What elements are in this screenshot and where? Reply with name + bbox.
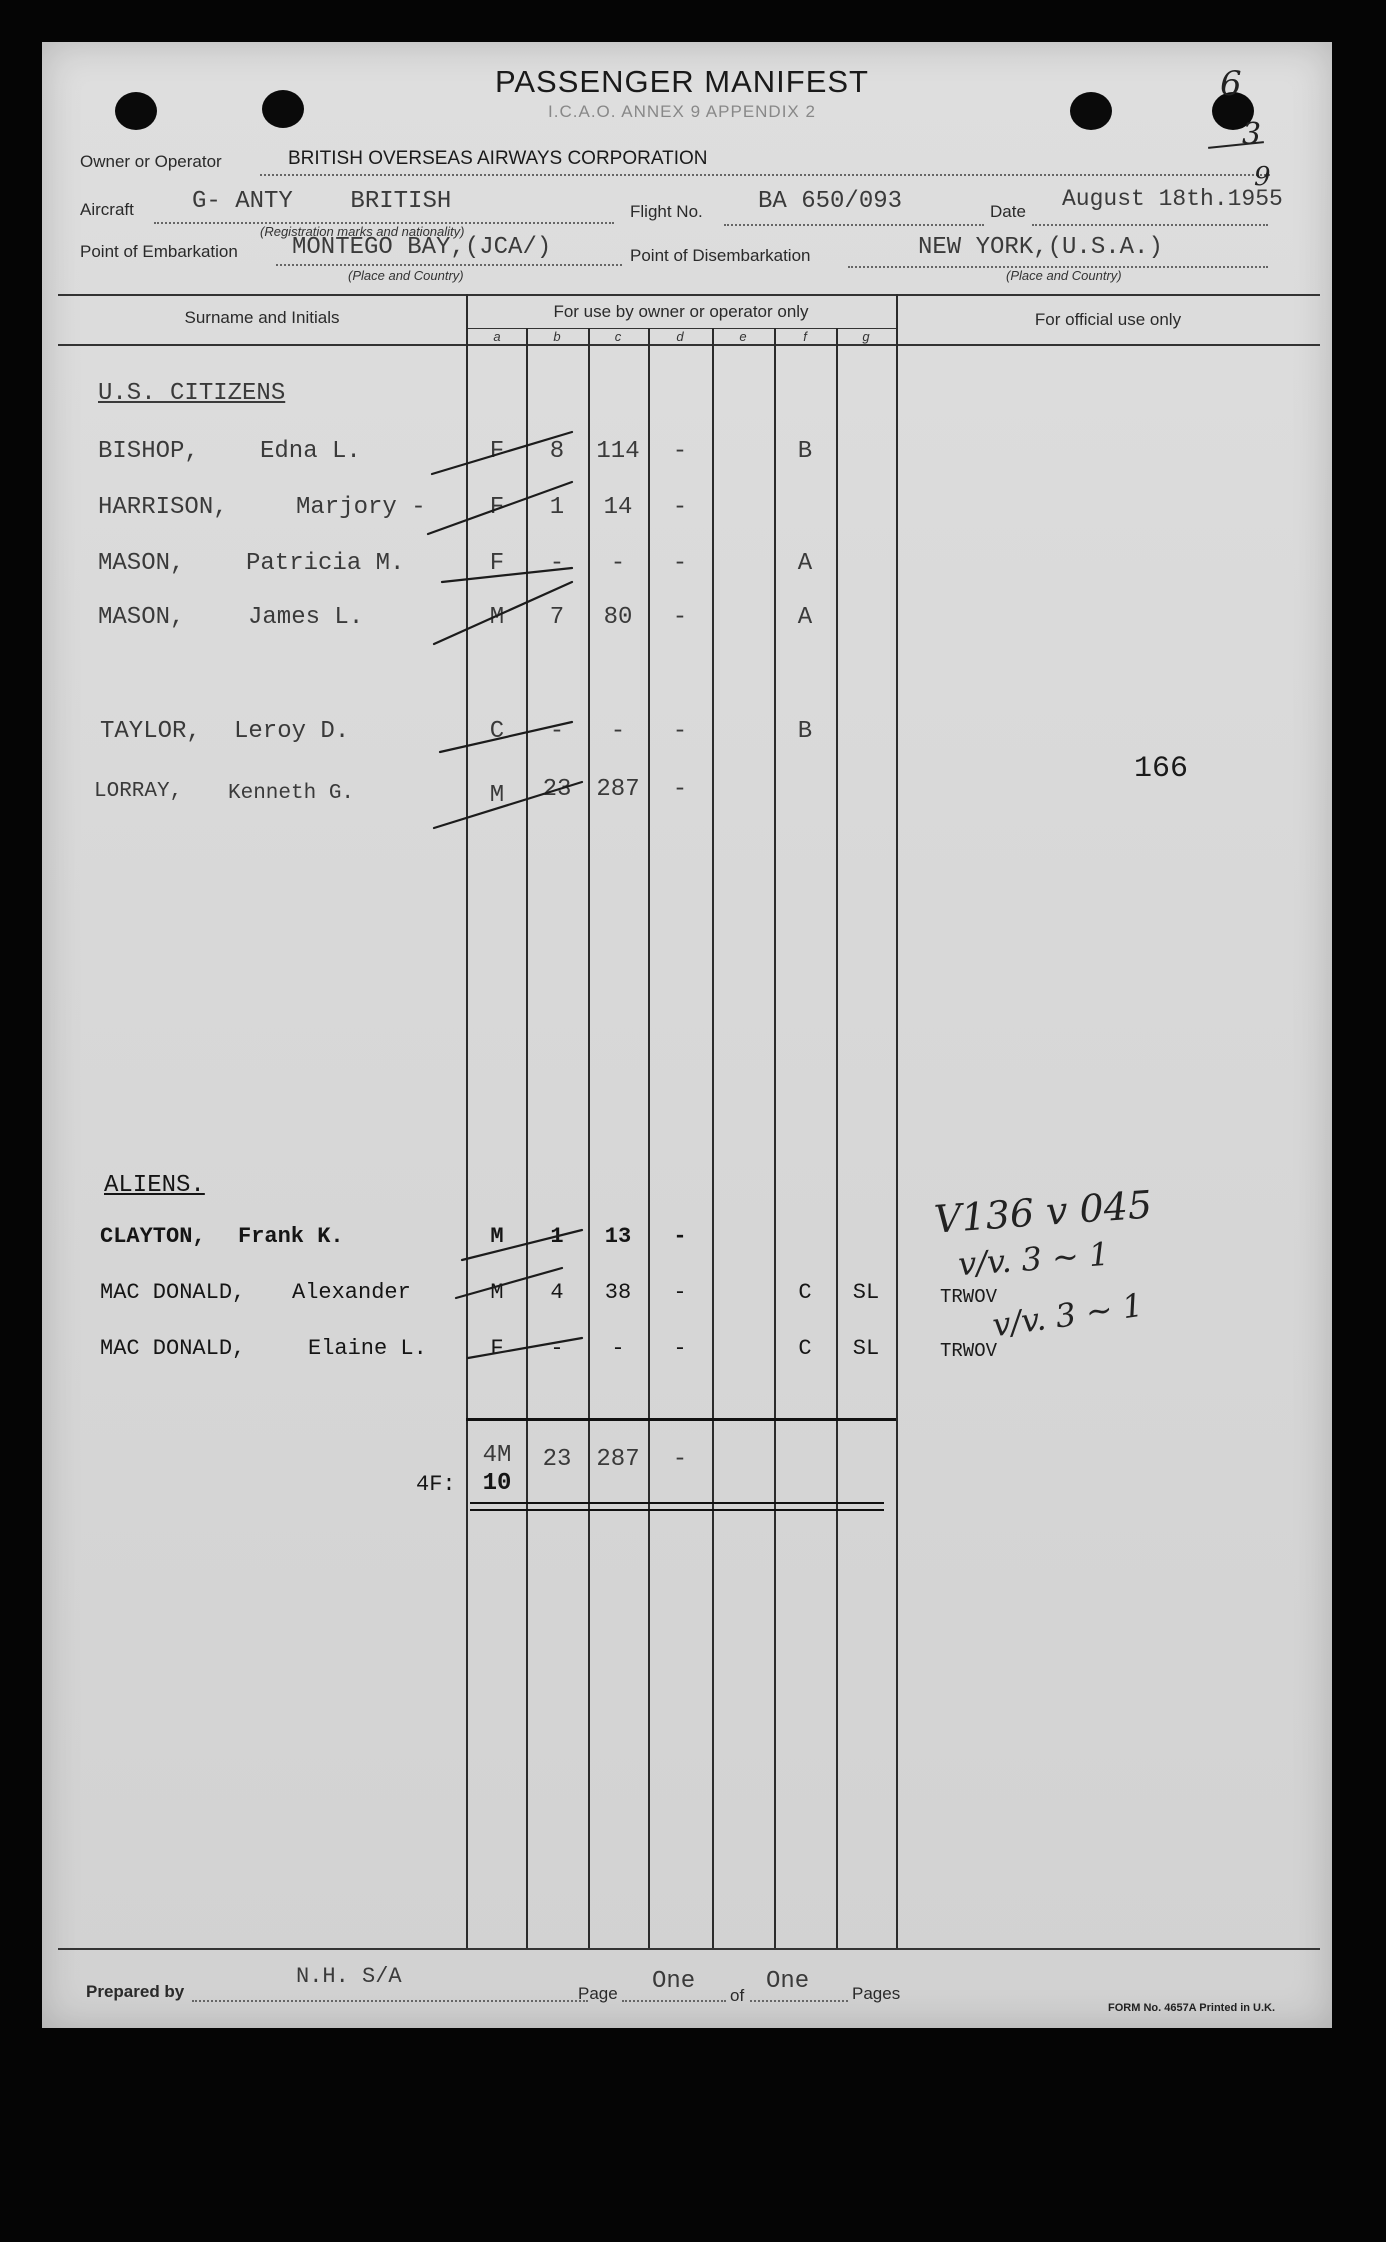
- passenger-surname: MAC DONALD,: [100, 1280, 246, 1305]
- passenger-given: James L.: [248, 604, 364, 631]
- flight-value: BA 650/093: [758, 188, 903, 215]
- sub-col-b: b: [553, 329, 561, 344]
- of-value: One: [766, 1968, 810, 1995]
- check-mark: [434, 582, 572, 644]
- embarkation-value: MONTEGO BAY,(JCA/): [292, 234, 552, 261]
- totals-b: 23: [542, 1446, 572, 1473]
- disembarkation-label: Point of Disembarkation: [630, 246, 811, 265]
- passenger-surname: MAC DONALD,: [100, 1336, 246, 1361]
- cell-g: SL: [852, 1280, 880, 1305]
- cell-a: F: [490, 1336, 504, 1361]
- manifest-document: [42, 42, 1332, 2028]
- cell-b: 7: [549, 604, 565, 631]
- cell-d: -: [672, 550, 688, 577]
- cell-d: -: [672, 776, 688, 803]
- sub-col-a: a: [493, 329, 501, 344]
- cell-d: -: [673, 1224, 687, 1249]
- totals-d: -: [672, 1446, 688, 1473]
- embarkation-label: Point of Embarkation: [80, 242, 238, 261]
- of-label: of: [730, 1986, 745, 2005]
- official-note-166: 166: [1134, 752, 1189, 786]
- sub-col-d: d: [676, 329, 684, 344]
- passenger-surname: CLAYTON,: [100, 1224, 206, 1249]
- aircraft-hint: (Registration marks and nationality): [260, 224, 465, 239]
- official-handwritten-note: v/v. 3 ~ 1: [956, 1234, 1111, 1284]
- check-mark: [468, 1338, 582, 1358]
- passenger-surname: BISHOP,: [98, 438, 199, 465]
- totals-double-rule: [470, 1502, 884, 1504]
- passenger-surname: LORRAY,: [94, 780, 183, 803]
- punch-hole: [1070, 92, 1112, 130]
- cell-f: B: [797, 718, 813, 745]
- date-dotted-line: [1032, 224, 1268, 226]
- cell-c: -: [610, 718, 626, 745]
- check-mark: [456, 1268, 562, 1298]
- passenger-given: Marjory -: [296, 494, 426, 521]
- aircraft-label: Aircraft: [80, 200, 134, 219]
- cell-c: 287: [596, 776, 640, 803]
- cell-a: F: [489, 494, 505, 521]
- passenger-given: Elaine L.: [308, 1336, 427, 1361]
- col-header-owner: For use by owner or operator only: [553, 302, 809, 321]
- cell-f: C: [798, 1280, 812, 1305]
- prepared-by-label: Prepared by: [86, 1982, 185, 2001]
- cell-d: -: [673, 1280, 687, 1305]
- prepared-by-value: N.H. S/A: [296, 1964, 402, 1989]
- cell-a: M: [490, 1280, 504, 1305]
- flight-dotted-line: [724, 224, 984, 226]
- sub-col-e: e: [739, 329, 747, 344]
- aircraft-value: G- ANTY BRITISH: [192, 188, 452, 215]
- owner-value: BRITISH OVERSEAS AIRWAYS CORPORATION: [288, 148, 708, 169]
- page-label: Page: [578, 1984, 618, 2003]
- flight-label: Flight No.: [630, 202, 703, 221]
- page-dotted-line: [622, 2000, 726, 2002]
- passenger-surname: MASON,: [98, 550, 185, 577]
- form-number: FORM No. 4657A Printed in U.K.: [1108, 2002, 1276, 2014]
- section-heading-aliens: ALIENS.: [104, 1172, 205, 1199]
- owner-label: Owner or Operator: [80, 152, 222, 171]
- section-heading-us: U.S. CITIZENS: [98, 380, 286, 407]
- page-subtitle: I.C.A.O. ANNEX 9 APPENDIX 2: [548, 102, 816, 121]
- cell-d: -: [673, 1336, 687, 1361]
- cell-c: -: [610, 550, 626, 577]
- totals-c: 287: [596, 1446, 640, 1473]
- official-handwritten-note: V136 v 045: [932, 1182, 1154, 1242]
- totals-top-rule: [466, 1418, 896, 1421]
- passenger-surname: TAYLOR,: [100, 718, 201, 745]
- sub-col-f: f: [803, 329, 807, 344]
- cell-b: -: [549, 718, 565, 745]
- check-mark: [462, 1230, 582, 1260]
- cell-c: 80: [603, 604, 633, 631]
- cell-c: 14: [603, 494, 633, 521]
- cell-b: 1: [549, 494, 565, 521]
- punch-hole: [262, 90, 304, 128]
- cell-a: C: [489, 718, 505, 745]
- prepared-by-dotted-line: [192, 2000, 588, 2002]
- cell-a: M: [490, 1224, 504, 1249]
- cell-f: C: [798, 1336, 812, 1361]
- cell-f: A: [797, 550, 813, 577]
- col-header-name: Surname and Initials: [184, 308, 340, 327]
- page-value: One: [652, 1968, 696, 1995]
- cell-c: 38: [604, 1280, 632, 1305]
- cell-b: 8: [549, 438, 565, 465]
- passenger-given: Edna L.: [260, 438, 361, 465]
- cell-d: -: [672, 438, 688, 465]
- totals-label: 4F:: [416, 1472, 456, 1497]
- col-header-official: For official use only: [1034, 310, 1182, 329]
- totals-a-bottom: 10: [482, 1470, 512, 1497]
- cell-b: -: [550, 1336, 564, 1361]
- totals-a-top: 4M: [482, 1442, 512, 1469]
- cell-d: -: [672, 718, 688, 745]
- of-dotted-line: [750, 2000, 848, 2002]
- official-trwov: TRWOV: [940, 1340, 998, 1362]
- passenger-given: Alexander: [292, 1280, 411, 1305]
- sub-col-g: g: [862, 329, 870, 344]
- check-marks: [422, 422, 622, 1402]
- col-divider: [896, 294, 898, 1948]
- totals-double-rule: [470, 1509, 884, 1511]
- cell-a: F: [489, 438, 505, 465]
- table-header-rule: [58, 344, 1320, 346]
- disembarkation-value: NEW YORK,(U.S.A.): [918, 234, 1163, 261]
- check-mark: [442, 568, 572, 582]
- check-mark: [432, 432, 572, 474]
- passenger-surname: MASON,: [98, 604, 185, 631]
- check-mark: [428, 482, 572, 534]
- date-value: August 18th.1955: [1062, 186, 1283, 212]
- check-mark: [434, 782, 582, 828]
- cell-b: 4: [550, 1280, 564, 1305]
- date-correction: 9: [1254, 162, 1271, 192]
- cell-a: M: [489, 604, 505, 631]
- passenger-surname: HARRISON,: [98, 494, 228, 521]
- cell-b: -: [549, 550, 565, 577]
- cell-c: 114: [596, 438, 640, 465]
- official-trwov: TRWOV: [940, 1286, 998, 1308]
- pages-label: Pages: [852, 1984, 901, 2003]
- page-mark-bottom: 3: [1242, 117, 1262, 152]
- cell-c: -: [611, 1336, 625, 1361]
- table-top-rule: [58, 294, 1320, 296]
- sub-col-c: c: [614, 329, 622, 344]
- cell-g: SL: [852, 1336, 880, 1361]
- owner-dotted-line: [260, 174, 1270, 176]
- col-divider: [836, 328, 838, 1948]
- embarkation-hint: (Place and Country): [348, 268, 464, 283]
- cell-b: 1: [550, 1224, 564, 1249]
- date-label: Date: [990, 202, 1026, 221]
- passenger-given: Frank K.: [238, 1224, 344, 1249]
- page-mark-top: 6: [1220, 64, 1242, 104]
- cell-f: B: [797, 438, 813, 465]
- passenger-given: Patricia M.: [246, 550, 405, 577]
- cell-c: 13: [604, 1224, 632, 1249]
- passenger-given: Leroy D.: [234, 718, 350, 745]
- page-title: PASSENGER MANIFEST: [495, 64, 869, 99]
- punch-hole: [115, 92, 157, 130]
- passenger-given: Kenneth G.: [228, 782, 355, 805]
- cell-b: 23: [542, 776, 572, 803]
- cell-d: -: [672, 604, 688, 631]
- cell-d: -: [672, 494, 688, 521]
- official-handwritten-note: v/v. 3 ~ 1: [990, 1285, 1146, 1345]
- cell-a: F: [489, 550, 505, 577]
- embarkation-dotted-line: [276, 264, 622, 266]
- cell-f: A: [797, 604, 813, 631]
- col-divider: [712, 328, 714, 1948]
- cell-a: M: [489, 782, 505, 809]
- footer-rule: [58, 1948, 1320, 1950]
- check-mark: [440, 722, 572, 752]
- disembarkation-hint: (Place and Country): [1006, 268, 1122, 283]
